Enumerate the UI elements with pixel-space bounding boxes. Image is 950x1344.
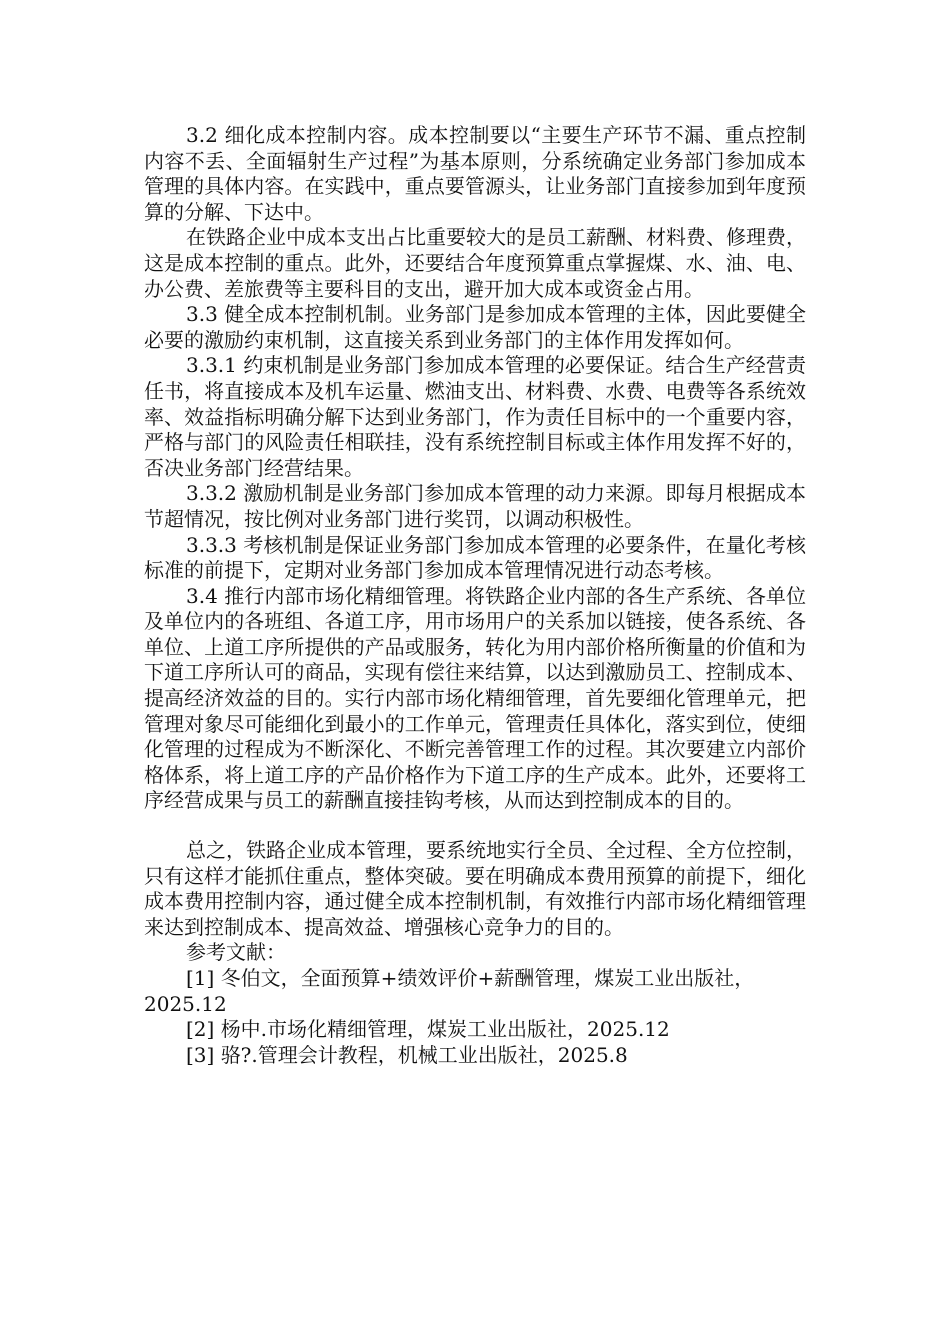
paragraph-3-3-2: 3.3.2 激励机制是业务部门参加成本管理的动力来源。即每月根据成本节超情况，按比例对业务部门进行奖罚，以调动积极性。: [144, 481, 806, 531]
reference-item: [2] 杨中.市场化精细管理，煤炭工业出版社，2025.12: [186, 1017, 670, 1042]
reference-item: [3] 骆?.管理会计教程，机械工业出版社，2025.8: [186, 1042, 628, 1067]
paragraph-3-4: 3.4 推行内部市场化精细管理。将铁路企业内部的各生产系统、各单位及单位内的各班组、各道工序，用市场用户的关系加以链接，使各系统、各单位、上道工序所提供的产品或服务，转化为用内部价格所衡量的价值和为下道工序所认可的商品，实现有偿往来结算，以达到激励员工、控制成本、提高经济效益的目的。实行内部市场化精细管理，首先要细化管理单元，把管理对象尽可能细化到最小的工作单元，管理责任具体化，落实到位，使细化管理的过程成为不断深化、不断完善管理工作的过程。其次要建立内部价格体系，将上道工序的产品价格作为下道工序的生产成本。此外，还要将工序经营成果与员工的薪酬直接挂钩考核，从而达到控制成本的目的。: [144, 583, 806, 813]
paragraph-3-3-3: 3.3.3 考核机制是保证业务部门参加成本管理的必要条件，在量化考核标准的前提下，定期对业务部门参加成本管理情况进行动态考核。: [144, 532, 806, 583]
references-heading: 参考文献：: [186, 940, 286, 965]
paragraph-3-2: 3.2 细化成本控制内容。成本控制要以“主要生产环节不漏、重点控制内容不丢、全面辐射生产过程”为基本原则，分系统确定业务部门参加成本管理的具体内容。在实践中，重点要管源头，让业务部门直接参加到年度预算的分解、下达中。: [144, 123, 806, 224]
paragraph-3-3-1: 3.3.1 约束机制是业务部门参加成本管理的必要保证。结合生产经营责任书，将直接成本及机车运量、燃油支出、材料费、水费、电费等各系统效率、效益指标明确分解下达到业务部门，作为责任目标中的一个重要内容，严格与部门的风险责任相联挂，没有系统控制目标或主体作用发挥不好的，否决业务部门经营结果。: [144, 353, 806, 480]
paragraph-cost-focus: 在铁路企业中成本支出占比重要较大的是员工薪酬、材料费、修理费，这是成本控制的重点。此外，还要结合年度预算重点掌握煤、水、油、电、办公费、差旅费等主要科目的支出，避开加大成本或资金占用。: [144, 225, 806, 301]
paragraph-3-3: 3.3 健全成本控制机制。业务部门是参加成本管理的主体，因此要健全必要的激励约束机制，这直接关系到业务部门的主体作用发挥如何。: [144, 302, 806, 352]
paragraph-spacer: [144, 814, 806, 838]
reference-item: [1] 冬伯文，全面预算+绩效评价+薪酬管理，煤炭工业出版社，2025.12: [144, 966, 755, 1016]
document-body: [144, 123, 806, 1068]
conclusion-paragraph: 总之，铁路企业成本管理，要系统地实行全员、全过程、全方位控制，只有这样才能抓住重点，整体突破。要在明确成本费用预算的前提下，细化成本费用控制内容，通过健全成本控制机制，有效推行内部市场化精细管理来达到控制成本、提高效益、增强核心竞争力的目的。: [144, 838, 806, 939]
